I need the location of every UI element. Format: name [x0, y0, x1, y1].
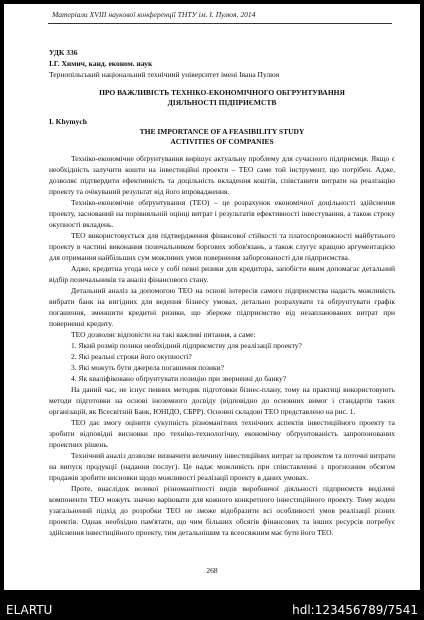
questions-list: [49, 340, 395, 384]
handle-identifier: hdl:123456789/7541: [292, 603, 418, 617]
repository-name: ELARTU: [6, 603, 53, 617]
paragraph: ТЕО дозволяє відповісти на такі важливі питання, а саме:: [71, 330, 256, 339]
english-title-line: ACTIVITIES OF COMPANIES: [170, 137, 274, 146]
paragraph: Детальний аналіз за допомогою ТЕО на основі інтересів самого підприємства надасть можливість вибрати банк на вигідних для ведення бізнесу умовах, детально розрахувати та обґрунтувати графік погашення, зменшити кредитні ризики, що збереже підприємство від незапланованих витрат при поверненні кредиту.: [49, 286, 395, 328]
english-author: I. Khymych: [49, 117, 87, 126]
document-page: [4, 4, 420, 590]
running-header: Матеріали XVIII наукової конференції ТНТУ ім. І. Пулюя, 2014: [52, 10, 256, 19]
english-title-line: THE IMPORTANCE OF A FEASIBILITY STUDY: [139, 127, 305, 136]
paragraph: ТЕО використовується для підтвердження фінансової стійкості та платоспроможності майбутнього проекту в частині виконання позичальником боргових зобов'язань, а також слугує кращою аргументацією для отримання найбільших сум можливих умов повернення заборгованості для підприємства.: [49, 231, 395, 262]
title-line: ДІЯЛЬНОСТІ ПІДПРИЄМСТВ: [167, 98, 277, 107]
title-line: ПРО ВАЖЛИВІСТЬ ТЕХНІКО-ЕКОНОМІЧНОГО ОБГРУНТУВАННЯ: [99, 88, 345, 97]
paragraph: Проте, внаслідок великої різноманітності видів виробничої діяльності підприємств виділені компоненти ТЕО можуть значно варіювати для кожного конкретного інвестиційного проекту. Тому жоден узагальнений підхід до розробки ТЕО не зможе відобразити всі особливості умов реалізації різних проектів. Однак необхідно пам'ятати, що чим більших обсягів фінансових та інших ресурсів потребує здійснення інвестиційного проекту, тим детальнішим та всеосяжним має бути його ТЕО.: [49, 484, 395, 537]
list-item: 1. Який розмір позики необхідний підприємству для реалізації проекту?: [71, 341, 302, 350]
paragraph: Техніко-економічне обґрунтування вирішує актуальну проблему для сучасного підприємця. Якщо є необхідність залучити кошти на інвестиційні проекти – ТЕО саме той інструмент, що потрібен. Адже, дозволяє підтвердити ефективність та доцільність вкладення коштів, співставити витрати на реалізацію проекту та очікуваний результат від його впровадження.: [49, 154, 395, 196]
list-item: 2. Які реальні строки його окупності?: [71, 352, 192, 361]
header-rule: [48, 23, 392, 24]
paragraph: Технічний аналіз дозволяє визначити величину інвестиційних витрат за проектом та поточні витрати на випуск продукції (надання послуг). Це надає можливість при співставленні з прогнозним обсягом продажів зробити висновки щодо можливості реалізації проекту в даних умовах.: [49, 451, 395, 482]
udk-code: УДК 336: [49, 48, 78, 57]
page-content: [49, 47, 395, 538]
list-item: 3. Які можуть бути джерела погашення позики?: [71, 363, 224, 372]
article-title: [49, 88, 395, 108]
paragraph: Адже, кредитна угода несе у собі певні ризики для кредитора, запобігти яким допомагає детальний відбір позичальників та аналіз фінансового стану.: [49, 264, 395, 284]
page-number: 268: [206, 566, 218, 575]
footer-bar: [0, 598, 424, 620]
list-item: 4. Як кваліфіковано обґрунтувати позицію при зверненні до банку?: [71, 374, 287, 383]
paragraph: ТЕО дає змогу оцінити сукупність різноманітних технічних аспектів інвестиційного проекту та зробити відповідні висновки про техніко-технологічну, економічну обґрунтованість запропонованих проектних рішень.: [49, 418, 395, 449]
affiliation: Тернопільський національний технічний університет імені Івана Пулюя: [49, 70, 280, 79]
author-line: І.Г. Химич, канд. економ. наук: [49, 59, 153, 68]
english-title: [49, 127, 395, 147]
paragraph: На даний час, не існує певних методик підготовки бізнес-плану, тому на практиці використовують методи підготовки на основі іноземного досвіду (відповідно до основних вимог і стандартів таких організацій, як Всесвітній Банк, ЮНІДО, СБРР). Основні складові ТЕО представлено на рис. 1.: [49, 385, 395, 416]
paragraph: Техніко-економічне обґрунтування (ТЕО) – це розрахунок економічної доцільності здійснення проекту, заснований на порівняльній оцінці витрат і результатів ефективності інвестування, а також строку окупності вкладень.: [49, 198, 395, 229]
